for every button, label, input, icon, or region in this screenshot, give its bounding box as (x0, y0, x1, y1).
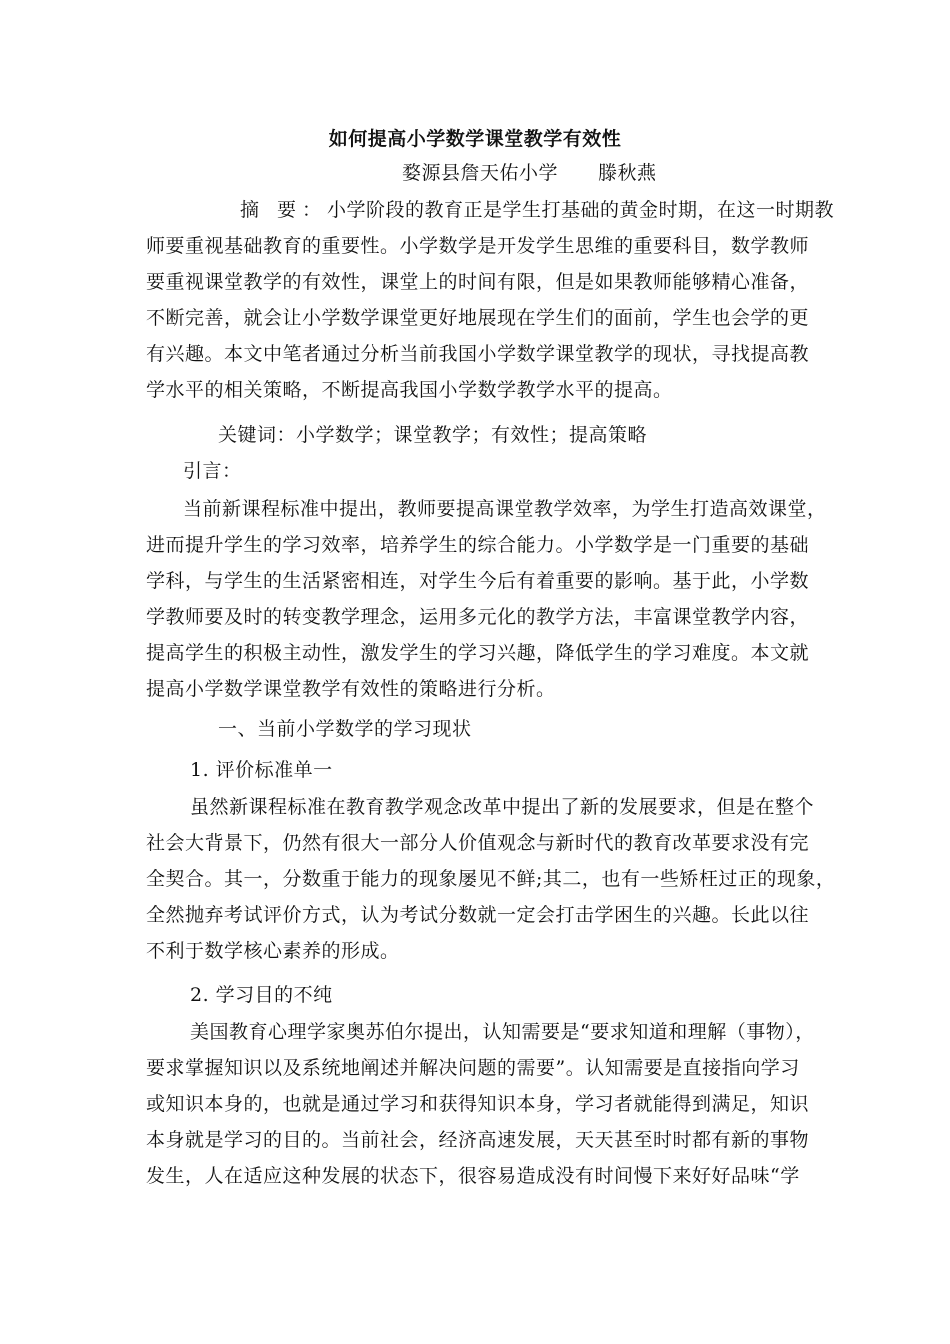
body-line: 全契合。其一，分数重于能力的现象屡见不鲜;其二，也有一些矫枉过正的现象， (146, 868, 836, 890)
abstract-line: 不断完善，就会让小学数学课堂更好地展现在学生们的面前，学生也会学的更 (146, 307, 810, 329)
body-line: 本身就是学习的目的。当前社会，经济高速发展，天天甚至时时都有新的事物 (146, 1129, 810, 1151)
page-title: 如何提高小学数学课堂教学有效性 (328, 128, 622, 150)
subsection-heading: 1. 评价标准单一 (190, 759, 333, 781)
section-heading: 一、当前小学数学的学习现状 (218, 718, 472, 740)
body-line: 虽然新课程标准在教育教学观念改革中提出了新的发展要求，但是在整个 (190, 796, 815, 818)
intro-heading: 引言： (183, 460, 242, 482)
abstract-first-line (240, 198, 834, 222)
author-name: 滕秋燕 (598, 162, 657, 184)
abstract-text: 小学阶段的教育正是学生打基础的黄金时期，在这一时期教 (327, 199, 835, 221)
intro-line: 提高学生的积极主动性，激发学生的学习兴趣，降低学生的学习难度。本文就 (146, 642, 810, 664)
byline (402, 160, 657, 186)
abstract-label: 摘 要： (240, 199, 328, 221)
keywords: 关键词：小学数学；课堂教学；有效性；提高策略 (218, 424, 648, 446)
body-line: 美国教育心理学家奥苏伯尔提出，认知需要是“要求知道和理解（事物）， (190, 1021, 815, 1043)
abstract-line: 有兴趣。本文中笔者通过分析当前我国小学数学课堂教学的现状，寻找提高教 (146, 343, 810, 365)
intro-line: 进而提升学生的学习效率，培养学生的综合能力。小学数学是一门重要的基础 (146, 534, 810, 556)
intro-line: 当前新课程标准中提出，教师要提高课堂教学效率，为学生打造高效课堂， (183, 498, 827, 520)
abstract-line: 师要重视基础教育的重要性。小学数学是开发学生思维的重要科目，数学教师 (146, 235, 810, 257)
body-line: 全然抛弃考试评价方式，认为考试分数就一定会打击学困生的兴趣。长此以往 (146, 904, 810, 926)
body-line: 要求掌握知识以及系统地阐述并解决问题的需要”。认知需要是直接指向学习 (146, 1057, 800, 1079)
school-name: 婺源县詹天佑小学 (402, 162, 559, 184)
abstract-line: 学水平的相关策略，不断提高我国小学数学教学水平的提高。 (146, 379, 673, 401)
body-line: 社会大背景下，仍然有很大一部分人价值观念与新时代的教育改革要求没有完 (146, 832, 810, 854)
intro-line: 学科，与学生的生活紧密相连，对学生今后有着重要的影响。基于此，小学数 (146, 570, 810, 592)
body-line: 不利于数学核心素养的形成。 (146, 940, 400, 962)
body-line: 或知识本身的，也就是通过学习和获得知识本身，学习者就能得到满足，知识 (146, 1093, 810, 1115)
body-line: 发生，人在适应这种发展的状态下，很容易造成没有时间慢下来好好品味“学 (146, 1165, 800, 1187)
intro-line: 学教师要及时的转变教学理念，运用多元化的教学方法，丰富课堂教学内容， (146, 606, 810, 628)
subsection-heading: 2. 学习目的不纯 (190, 984, 333, 1006)
abstract-line: 要重视课堂教学的有效性，课堂上的时间有限，但是如果教师能够精心准备， (146, 271, 810, 293)
intro-line: 提高小学数学课堂教学有效性的策略进行分析。 (146, 678, 556, 700)
